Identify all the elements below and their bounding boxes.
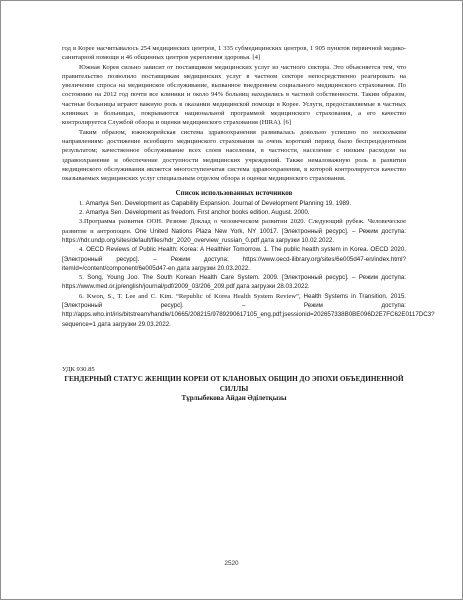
references-title: Список использованных источников [175, 189, 293, 198]
paragraph-private-sector: Южная Корея сильно зависит от поставщиков медицинских услуг из частного сектора. Это объясняется тем, что правительство позволило поставщикам медицинских услуг в частном секторе непосредственно реагировать на увеличение спроса на медицинское обслуживание, вызванное внедрением социального медицинского страхования. По состоянию на 2012 год почти все клиники и около 94% больниц находились в частной собственности. Таким образом, частные больницы играют важную роль в оказании медицинской помощи в Корее. Услуги, предоставляемые в частных клиниках и больницах, покрываются национальной программой медицинского страхования, а его качество контролируется Службой обзора и оценки медицинского страхования (HIRA). [6] [62, 63, 406, 127]
reference-item: 5. Song, Young Joo. The South Korean Health Care System. 2009. [Электронный ресурс]. – Режим доступа: https://www.med.or.jp/english/journal/pdf/2009_03/206_209.pdf дата загрузки 28.03.2022. [62, 274, 406, 291]
reference-item: 4. OECD Reviews of Public Health: Korea: A Healthier Tomorrow. 1. The public health system in Korea. OECD 2020. [Электронный ресурс]. – Режим доступа: https://www.oecd-ilibrary.org/sites/6e005d47-en/index.html?itemId=/content/component/6e005d47-en дата загрузки 20.03.2022. [62, 246, 406, 272]
udc-code: УДК 930.85 [62, 365, 95, 373]
paragraph-conclusion: Таким образом, южнокорейская система здравоохранения развивалась довольно успешно по нескольким направлениям: достижение всеобщего медицинского страхования за очень короткий период было беспрецедентным результатом; качественное обслуживание всех слоев населения, в частности, население с низким расходом на здравоохранение и обеспечение доступности медицинских учреждений. Также немаловажную роль в развитии медицинского обслуживания является многоступенчатая система здравоохранения, в которой контролируется качество оказываемых медицинских услуг специальным отделом обзора и оценки медицинского страхования. [62, 128, 406, 183]
author-name: Тұрлыбекова Айдан Әділетқызы [181, 394, 287, 403]
paragraph-continuation: год в Корее насчитывалось 254 медицинских центров, 1 335 субмедицинских центров, 1 905 пунктов первичной медико-санитарной помощи и 46 общинных центров укрепления здоровья. [4] [62, 45, 406, 62]
document-page [62, 44, 435, 404]
reference-item: 2. Amartya Sen. Development as freedom. First anchor books edition. August. 2000. [79, 209, 310, 217]
page-number: 2520 [224, 560, 239, 567]
reference-item: 1. Amartya Sen. Development as Capability Expansion. Journal of Development Planning 19. 1989. [79, 199, 352, 207]
article-title: ГЕНДЕРНЫЙ СТАТУС ЖЕНЩИН КОРЕИ ОТ КЛАНОВЫХ ОБЩИН ДО ЭПОХИ ОБЪЕДИНЕННОЙ СИЛЛЫ [64, 375, 404, 394]
reference-item: 3.Программа развития ООН. Резюме Доклад о человеческом развитии 2020. Следующий рубеж. Человеческое развитие и антропоцен. One United Nations Plaza New York, NY 10017. [Электронный ресурс]. – Режим доступа: https://hdr.undp.org/sites/default/files/hdr_2020_overview_russian_0.pdf дата загрузки 10.02.2022. [62, 218, 406, 244]
reference-item: 6. Kwon, S., T. Lee and C. Kim. “Republic of Korea Health System Review”, Health Systems in Transition. 2015. [Электронный ресурс]. – Режим доступа: http://apps.who.int/iris/bitstream/handle/10665/208215/9789290617105_eng.pdf;jsessionid=202657338B0BE096D2E7FC62E0117DC3?sequence=1 дата загрузки 29.03.2022. [62, 292, 435, 328]
section-spacer [62, 329, 406, 365]
